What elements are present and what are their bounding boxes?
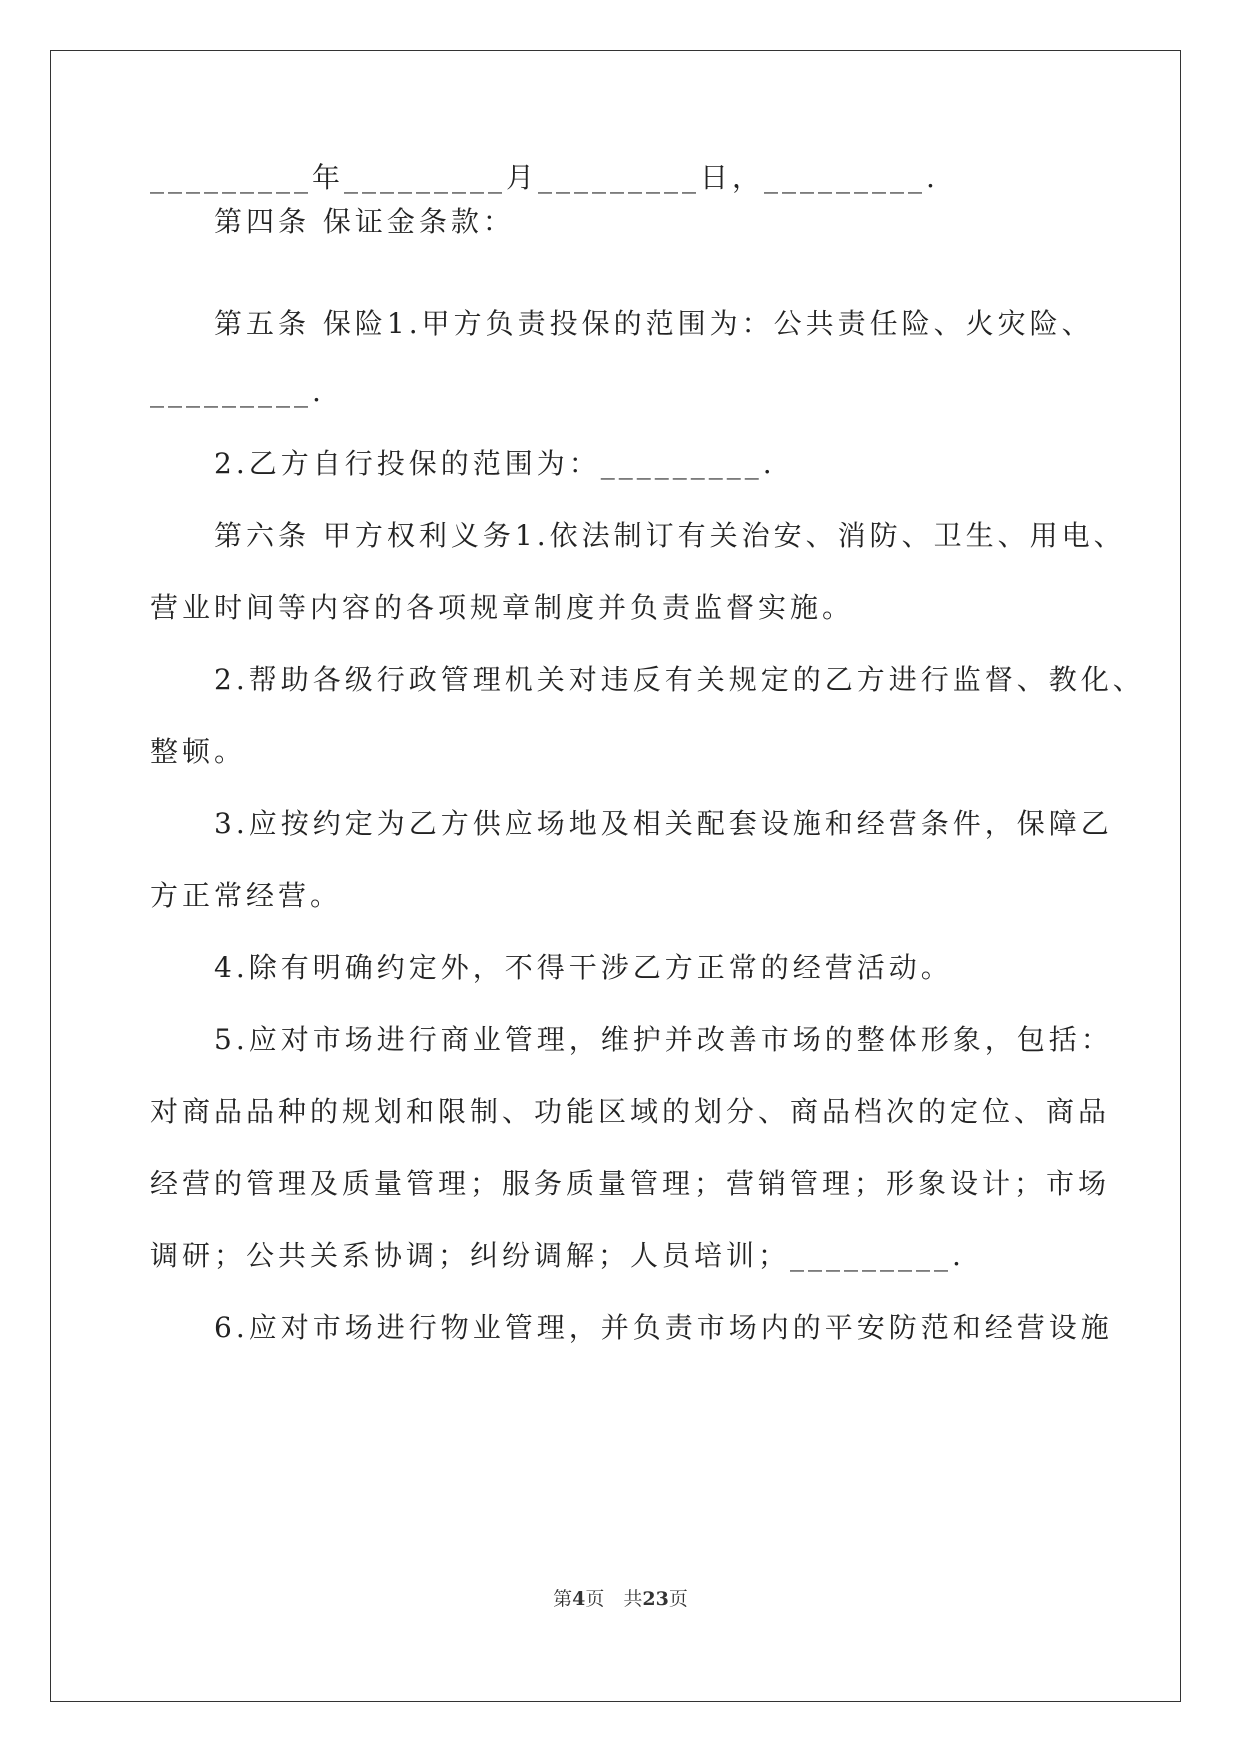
page-frame [50, 50, 1181, 1702]
article-5-item-2: 2.乙方自行投保的范围为：_________. [214, 447, 776, 480]
total-pages-number: 23 [642, 1588, 669, 1610]
article-6-item-5-line-4: 调研；公共关系协调；纠纷调解；人员培训；_________. [150, 1239, 965, 1272]
article-5-line-2: _________. [150, 375, 325, 408]
article-6-line-1: 第六条 甲方权利义务1.依法制订有关治安、消防、卫生、用电、 [214, 519, 1126, 552]
article-6-item-5-line-1: 5.应对市场进行商业管理，维护并改善市场的整体形象，包括： [214, 1023, 1113, 1056]
article-6-item-3-line-2: 方正常经营。 [150, 879, 343, 912]
current-page-number: 4 [572, 1588, 586, 1610]
article-6-item-4: 4.除有明确约定外，不得干涉乙方正常的经营活动。 [214, 951, 953, 984]
article-6-item-5-line-2: 对商品品种的规划和限制、功能区域的划分、商品档次的定位、商品 [150, 1095, 1111, 1128]
footer-mid: 页 共 [585, 1588, 643, 1610]
article-6-item-5-line-3: 经营的管理及质量管理；服务质量管理；营销管理；形象设计；市场 [150, 1167, 1111, 1200]
footer-prefix: 第 [553, 1588, 573, 1610]
article-6-item-6-line-1: 6.应对市场进行物业管理，并负责市场内的平安防范和经营设施 [214, 1311, 1113, 1344]
footer-suffix: 页 [668, 1588, 688, 1610]
page-footer [0, 1587, 1241, 1611]
article-6-line-2: 营业时间等内容的各项规章制度并负责监督实施。 [150, 591, 855, 624]
article-6-item-3-line-1: 3.应按约定为乙方供应场地及相关配套设施和经营条件，保障乙 [214, 807, 1113, 840]
article-5-line-1: 第五条 保险1.甲方负责投保的范围为：公共责任险、火灾险、 [214, 307, 1094, 340]
date-blank-line: _________年_________月_________日，_________. [150, 161, 939, 194]
article-6-item-2-line-2: 整顿。 [150, 735, 247, 768]
article-4-heading: 第四条 保证金条款： [214, 205, 515, 238]
article-6-item-2-line-1: 2.帮助各级行政管理机关对违反有关规定的乙方进行监督、教化、 [214, 663, 1145, 696]
